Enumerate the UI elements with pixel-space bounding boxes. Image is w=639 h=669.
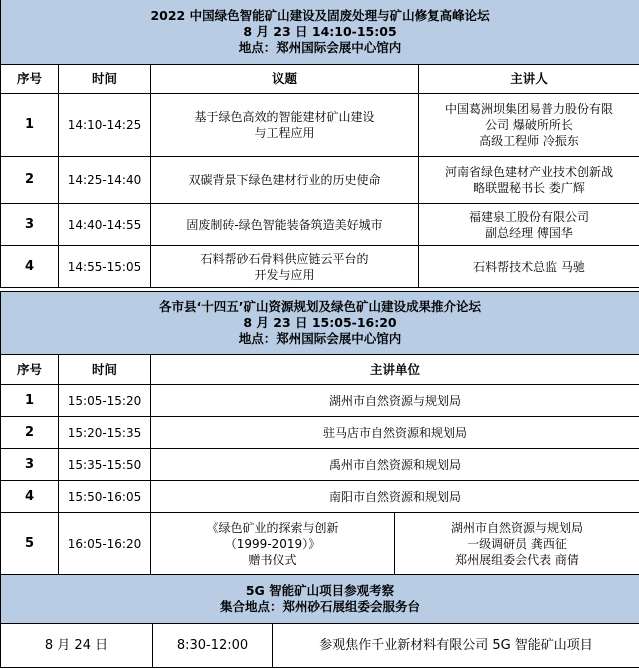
header-time: 时间: [59, 355, 151, 385]
header-no: 序号: [1, 355, 59, 385]
table-row: [1, 246, 639, 288]
visit-table: [0, 574, 639, 668]
row-time: 16:05-16:20: [59, 513, 151, 576]
row-topic: 《绿色矿业的探索与创新 （1999-2019）》 赠书仪式: [151, 513, 395, 576]
row-no: 5: [1, 513, 59, 576]
visit-row: [1, 624, 639, 668]
row-speaker: 湖州市自然资源与规划局 一级调研员 龚西征 郑州展组委会代表 商倩: [395, 513, 639, 576]
row-unit: 湖州市自然资源与规划局: [151, 385, 639, 417]
forum2-table: [0, 291, 639, 576]
row-time: 14:10-14:25: [59, 94, 151, 157]
row-topic: 固废制砖-绿色智能装备筑造美好城市: [151, 204, 419, 246]
forum2-title: 各市县‘十四五’矿山资源规划及绿色矿山建设成果推介论坛: [159, 299, 481, 314]
visit-date: 8 月 24 日: [1, 624, 153, 668]
row-unit: 南阳市自然资源和规划局: [151, 481, 639, 513]
row-speaker: 福建泉工股份有限公司 副总经理 傅国华: [419, 204, 639, 246]
row-no: 1: [1, 385, 59, 417]
table-row: [1, 449, 639, 481]
row-speaker: 中国葛洲坝集团易普力股份有限 公司 爆破所所长 高级工程师 冷振东: [419, 94, 639, 157]
table-row: [1, 157, 639, 204]
forum2-header-row: [1, 355, 639, 385]
row-topic: 石料帮砂石骨料供应链云平台的 开发与应用: [151, 246, 419, 288]
header-time: 时间: [59, 65, 151, 94]
row-unit: 驻马店市自然资源和规划局: [151, 417, 639, 449]
row-no: 4: [1, 246, 59, 288]
forum1-title-row: [1, 0, 639, 65]
row-topic: 基于绿色高效的智能建材矿山建设 与工程应用: [151, 94, 419, 157]
row-time: 15:50-16:05: [59, 481, 151, 513]
table-row: [1, 417, 639, 449]
row-time: 14:55-15:05: [59, 246, 151, 288]
table-row: [1, 481, 639, 513]
table-row: [1, 204, 639, 246]
forum1-time: 8 月 23 日 14:10-15:05: [243, 24, 397, 39]
row-topic: 双碳背景下绿色建材行业的历史使命: [151, 157, 419, 204]
forum1-header-row: [1, 65, 639, 94]
forum1-location: 地点：郑州国际会展中心馆内: [238, 40, 402, 55]
header-unit: 主讲单位: [151, 355, 639, 385]
row-speaker: 河南省绿色建材产业技术创新战 略联盟秘书长 娄广辉: [419, 157, 639, 204]
row-no: 2: [1, 417, 59, 449]
table-row: [1, 513, 639, 576]
forum1-title: 2022 中国绿色智能矿山建设及固废处理与矿山修复高峰论坛: [150, 8, 490, 23]
forum2-title-row: [1, 292, 639, 355]
row-unit: 禹州市自然资源和规划局: [151, 449, 639, 481]
table-row: [1, 94, 639, 157]
row-time: 15:20-15:35: [59, 417, 151, 449]
table-row: [1, 385, 639, 417]
visit-title-row: [1, 575, 639, 624]
row-no: 3: [1, 449, 59, 481]
header-speaker: 主讲人: [419, 65, 639, 94]
header-no: 序号: [1, 65, 59, 94]
forum2-location: 地点：郑州国际会展中心馆内: [238, 331, 402, 346]
visit-title: 5G 智能矿山项目参观考察: [245, 583, 395, 598]
row-speaker: 石料帮技术总监 马驰: [419, 246, 639, 288]
row-time: 14:40-14:55: [59, 204, 151, 246]
row-no: 2: [1, 157, 59, 204]
row-time: 15:35-15:50: [59, 449, 151, 481]
visit-time: 8:30-12:00: [153, 624, 273, 668]
row-time: 14:25-14:40: [59, 157, 151, 204]
visit-location: 集合地点：郑州砂石展组委会服务台: [220, 599, 421, 614]
forum1-table: [0, 0, 639, 288]
visit-desc: 参观焦作千业新材料有限公司 5G 智能矿山项目: [273, 624, 639, 668]
row-no: 3: [1, 204, 59, 246]
row-no: 4: [1, 481, 59, 513]
forum2-time: 8 月 23 日 15:05-16:20: [243, 315, 397, 330]
row-time: 15:05-15:20: [59, 385, 151, 417]
row-no: 1: [1, 94, 59, 157]
header-topic: 议题: [151, 65, 419, 94]
